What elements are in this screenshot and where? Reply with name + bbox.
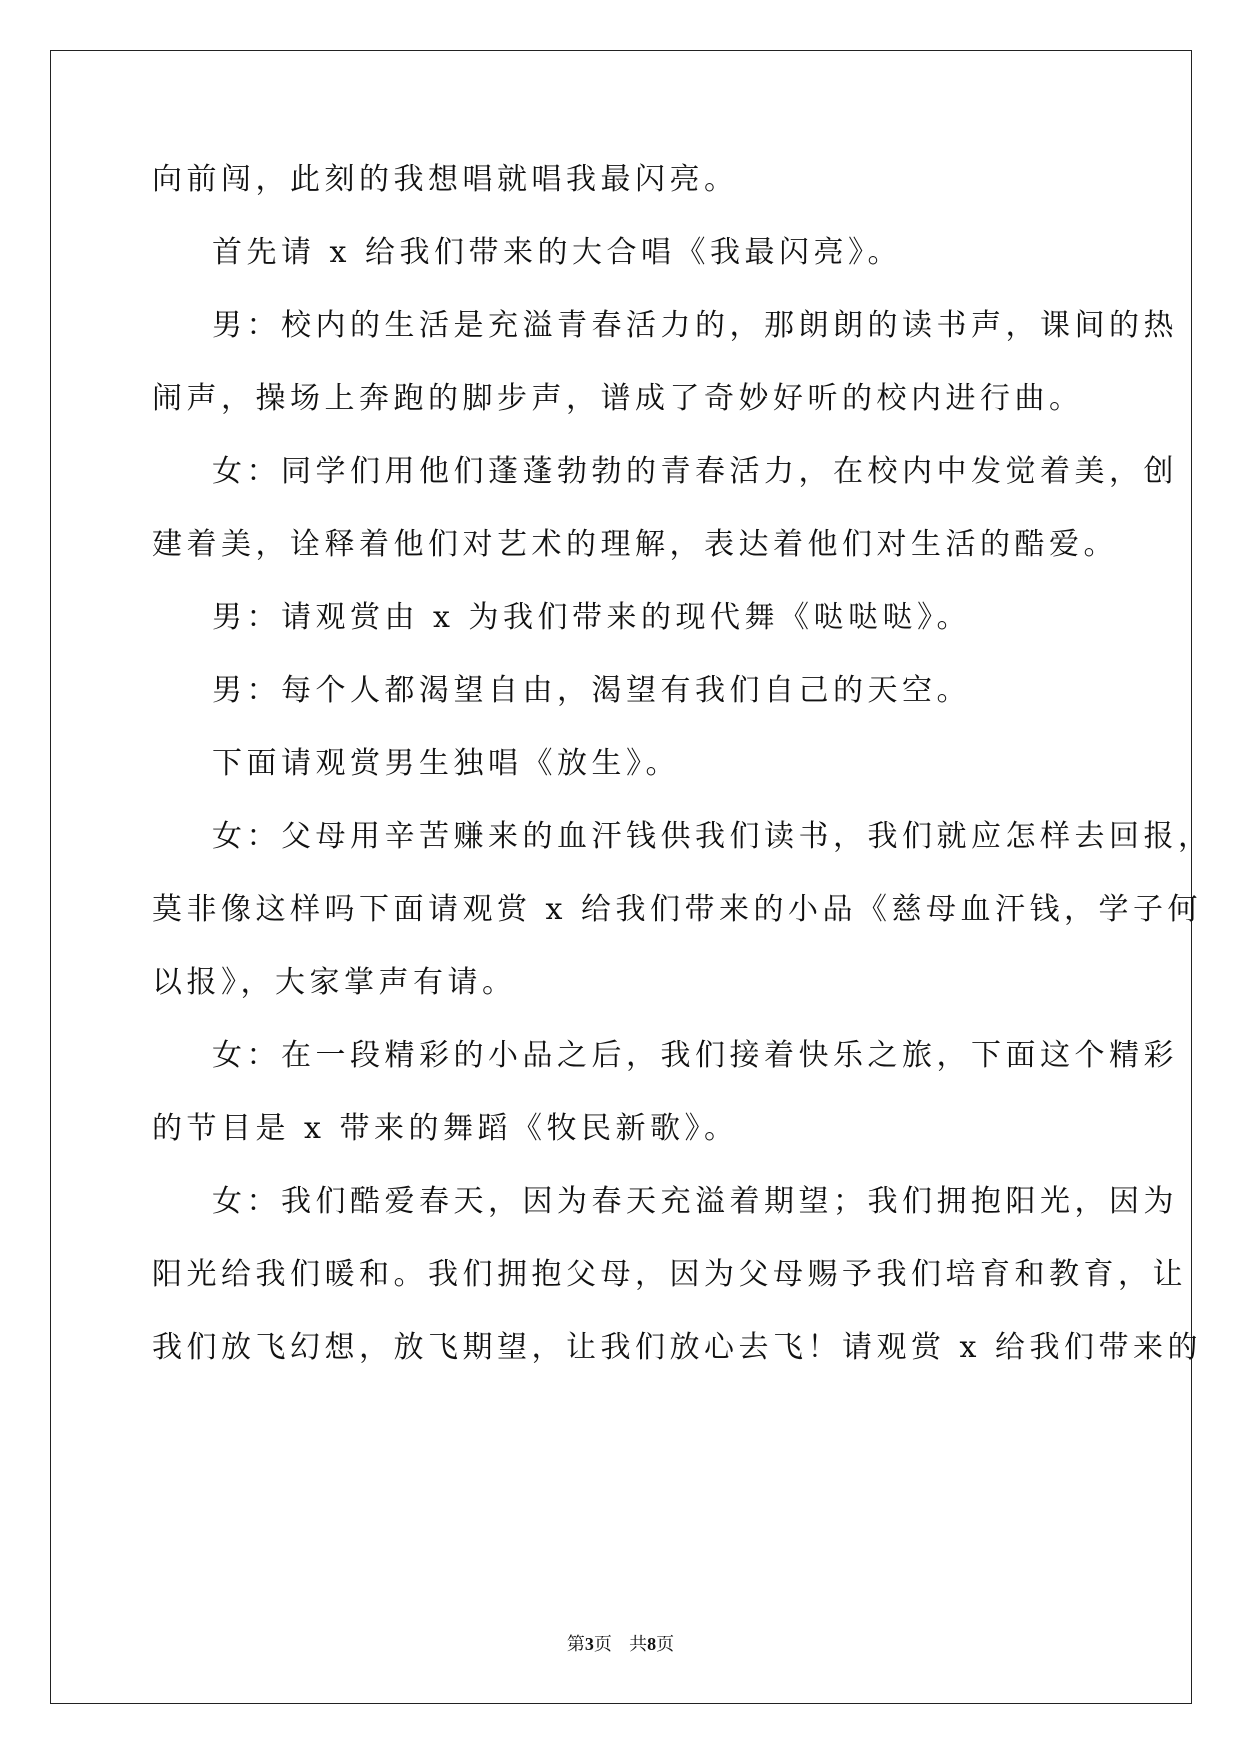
text-line: 建着美，诠释着他们对艺术的理解，表达着他们对生活的酷爱。 <box>152 527 1118 562</box>
text-line: 的节目是 x 带来的舞蹈《牧民新歌》。 <box>152 1111 739 1146</box>
text-line: 莫非像这样吗下面请观赏 x 给我们带来的小品《慈母血汗钱，学子何 <box>152 892 1202 927</box>
text-line: 女：父母用辛苦赚来的血汗钱供我们读书，我们就应怎样去回报， <box>212 819 1213 854</box>
text-line: 男：校内的生活是充溢青春活力的，那朗朗的读书声，课间的热 <box>212 308 1178 343</box>
total-prefix: 共 <box>629 1634 648 1655</box>
text-line: 女：我们酷爱春天，因为春天充溢着期望；我们拥抱阳光，因为 <box>212 1184 1178 1219</box>
text-line: 首先请 x 给我们带来的大合唱《我最闪亮》。 <box>212 235 902 270</box>
page-suffix: 页 <box>593 1634 612 1655</box>
page-prefix: 第 <box>566 1634 585 1655</box>
page-border <box>50 50 1192 1704</box>
text-line: 阳光给我们暖和。我们拥抱父母，因为父母赐予我们培育和教育，让 <box>152 1257 1187 1292</box>
text-line: 男：请观赏由 x 为我们带来的现代舞《哒哒哒》。 <box>212 600 971 635</box>
text-line: 以报》，大家掌声有请。 <box>152 965 517 1000</box>
text-line: 女：同学们用他们蓬蓬勃勃的青春活力，在校内中发觉着美，创 <box>212 454 1178 489</box>
text-line: 闹声，操场上奔跑的脚步声，谱成了奇妙好听的校内进行曲。 <box>152 381 1084 416</box>
text-line: 男：每个人都渴望自由，渴望有我们自己的天空。 <box>212 673 971 708</box>
text-line: 向前闯，此刻的我想唱就唱我最闪亮。 <box>152 162 739 197</box>
total-pages: 8 <box>647 1634 657 1654</box>
text-line: 我们放飞幻想，放飞期望，让我们放心去飞！请观赏 x 给我们带来的 <box>152 1330 1202 1365</box>
page-footer <box>0 1632 1241 1657</box>
text-line: 下面请观赏男生独唱《放生》。 <box>212 746 680 781</box>
text-line: 女：在一段精彩的小品之后，我们接着快乐之旅，下面这个精彩 <box>212 1038 1178 1073</box>
total-suffix: 页 <box>656 1634 675 1655</box>
page-number: 3 <box>584 1634 594 1654</box>
